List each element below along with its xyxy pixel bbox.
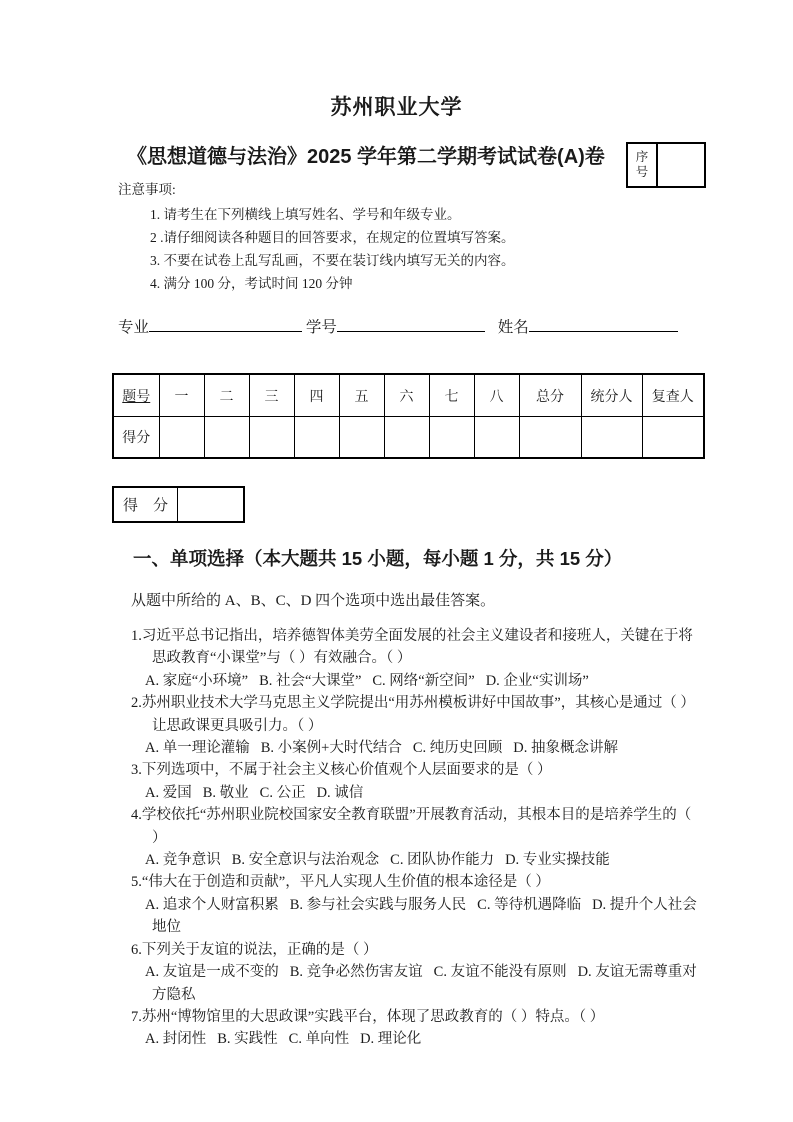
question-text: 3.下列选项中，不属于社会主义核心价值观个人层面要求的是（ ） <box>131 762 552 779</box>
col-header-4: 四 <box>294 374 339 417</box>
col-header-reviewer: 复查人 <box>642 374 704 417</box>
option-d: D. 提升个人社会地位 <box>152 896 697 936</box>
col-header-qhao: 题号 <box>113 374 159 417</box>
question-4 <box>131 804 699 871</box>
table-row <box>113 417 704 459</box>
score-cell <box>384 417 429 459</box>
score-row-label: 得分 <box>113 417 159 459</box>
option-a: A. 爱国 <box>145 784 192 801</box>
question-options <box>131 782 699 804</box>
serial-number-label <box>628 144 658 186</box>
option-d: D. 专业实操技能 <box>505 852 610 869</box>
score-cell <box>204 417 249 459</box>
student-id-blank-field <box>337 316 485 332</box>
option-a: A. 封闭性 <box>145 1031 207 1048</box>
serial-number-box <box>626 142 706 188</box>
score-cell <box>249 417 294 459</box>
question-options <box>131 1028 699 1050</box>
option-c: C. 纯历史回顾 <box>412 740 503 757</box>
option-c: C. 公正 <box>259 784 306 801</box>
option-d: D. 抽象概念讲解 <box>513 740 618 757</box>
student-info-line <box>0 316 793 340</box>
col-header-7: 七 <box>429 374 474 417</box>
question-text: 4.学校依托“苏州职业院校国家安全教育联盟”开展教育活动，其根本目的是培养学生的（ ） <box>131 807 692 846</box>
option-a: A. 友谊是一成不变的 <box>145 964 279 981</box>
score-summary-table <box>112 373 705 459</box>
col-header-2: 二 <box>204 374 249 417</box>
option-b: B. 小案例+大时代结合 <box>260 740 402 757</box>
option-c: C. 友谊不能没有原则 <box>433 964 567 981</box>
notice-item: 4. 满分 100 分，考试时间 120 分钟 <box>150 276 353 291</box>
col-header-1: 一 <box>159 374 204 417</box>
name-blank-field <box>529 316 678 332</box>
notice-list <box>0 203 793 295</box>
option-b: B. 竞争必然伤害友谊 <box>289 964 423 981</box>
name-label: 姓名 <box>497 319 529 336</box>
option-d: D. 理论化 <box>360 1031 422 1048</box>
option-b: B. 安全意识与法治观念 <box>231 852 380 869</box>
score-cell <box>581 417 642 459</box>
score-cell <box>429 417 474 459</box>
col-header-3: 三 <box>249 374 294 417</box>
option-a: A. 追求个人财富积累 <box>145 896 279 913</box>
option-b: B. 社会“大课堂” <box>259 672 362 689</box>
col-header-5: 五 <box>339 374 384 417</box>
question-2 <box>131 692 699 759</box>
table-row <box>113 374 704 417</box>
section-one-instruction: 从题中所给的 A、B、C、D 四个选项中选出最佳答案。 <box>131 593 496 609</box>
notice-title: 注意事项: <box>118 182 176 197</box>
serial-number-value-cell <box>658 144 704 186</box>
question-7 <box>131 1006 699 1051</box>
student-id-label: 学号 <box>305 319 337 336</box>
question-1 <box>131 625 699 692</box>
section-score-label: 得 分 <box>114 488 178 521</box>
notice-item: 2 .请仔细阅读各种题目的回答要求，在规定的位置填写答案。 <box>150 230 515 245</box>
option-c: C. 网络“新空间” <box>372 672 475 689</box>
major-label: 专业 <box>118 319 150 336</box>
option-d: D. 企业“实训场” <box>485 672 589 689</box>
question-options <box>131 894 699 939</box>
col-header-scorer: 统分人 <box>581 374 642 417</box>
option-a: A. 竞争意识 <box>145 852 221 869</box>
option-b: B. 敬业 <box>202 784 249 801</box>
question-3 <box>131 759 699 804</box>
section-one-heading: 一、单项选择（本大题共 15 小题，每小题 1 分，共 15 分） <box>133 548 623 569</box>
score-cell <box>642 417 704 459</box>
col-header-8: 八 <box>474 374 519 417</box>
exam-title: 《思想道德与法治》2025 学年第二学期考试试卷(A)卷 <box>127 146 605 168</box>
notice-item: 3. 不要在试卷上乱写乱画，不要在装订线内填写无关的内容。 <box>150 253 515 268</box>
score-cell <box>474 417 519 459</box>
question-options <box>131 670 699 692</box>
question-text: 5.“伟大在于创造和贡献”，平凡人实现人生价值的根本途径是（ ） <box>131 874 550 891</box>
option-b: B. 实践性 <box>217 1031 278 1048</box>
score-cell <box>159 417 204 459</box>
question-text: 1.习近平总书记指出，培养德智体美劳全面发展的社会主义建设者和接班人，关键在于将思政教育“小课堂”与（ ）有效融合。（ ） <box>131 628 693 667</box>
col-header-total: 总分 <box>519 374 581 417</box>
option-a: A. 单一理论灌输 <box>145 740 250 757</box>
option-a: A. 家庭“小环境” <box>145 672 249 689</box>
notice-item: 1. 请考生在下列横线上填写姓名、学号和年级专业。 <box>150 207 461 222</box>
question-options <box>131 961 699 1006</box>
score-cell <box>294 417 339 459</box>
option-c: C. 团队协作能力 <box>390 852 495 869</box>
major-blank-field <box>149 316 302 332</box>
score-cell <box>339 417 384 459</box>
option-c: C. 单向性 <box>288 1031 350 1048</box>
option-d: D. 友谊无需尊重对方隐私 <box>152 964 697 1003</box>
serial-label-char-1: 序 <box>635 150 649 164</box>
section-score-value-cell <box>178 488 243 521</box>
question-text: 6.下列关于友谊的说法，正确的是（ ） <box>131 941 378 958</box>
question-text: 2.苏州职业技术大学马克思主义学院提出“用苏州模板讲好中国故事”，其核心是通过（ ）让思政课更具吸引力。（ ） <box>131 695 695 734</box>
option-d: D. 诚信 <box>316 784 364 801</box>
question-options <box>131 737 699 759</box>
question-options <box>131 849 699 871</box>
score-cell <box>519 417 581 459</box>
option-c: C. 等待机遇降临 <box>477 896 582 913</box>
question-text: 7.苏州“博物馆里的大思政课”实践平台，体现了思政教育的（ ）特点。（ ） <box>131 1008 605 1025</box>
serial-label-char-2: 号 <box>635 165 649 179</box>
university-title: 苏州职业大学 <box>330 96 463 119</box>
option-b: B. 参与社会实践与服务人民 <box>289 896 467 913</box>
question-6 <box>131 939 699 1006</box>
question-list <box>131 625 699 1051</box>
section-score-box <box>112 486 245 523</box>
question-5 <box>131 871 699 938</box>
col-header-6: 六 <box>384 374 429 417</box>
